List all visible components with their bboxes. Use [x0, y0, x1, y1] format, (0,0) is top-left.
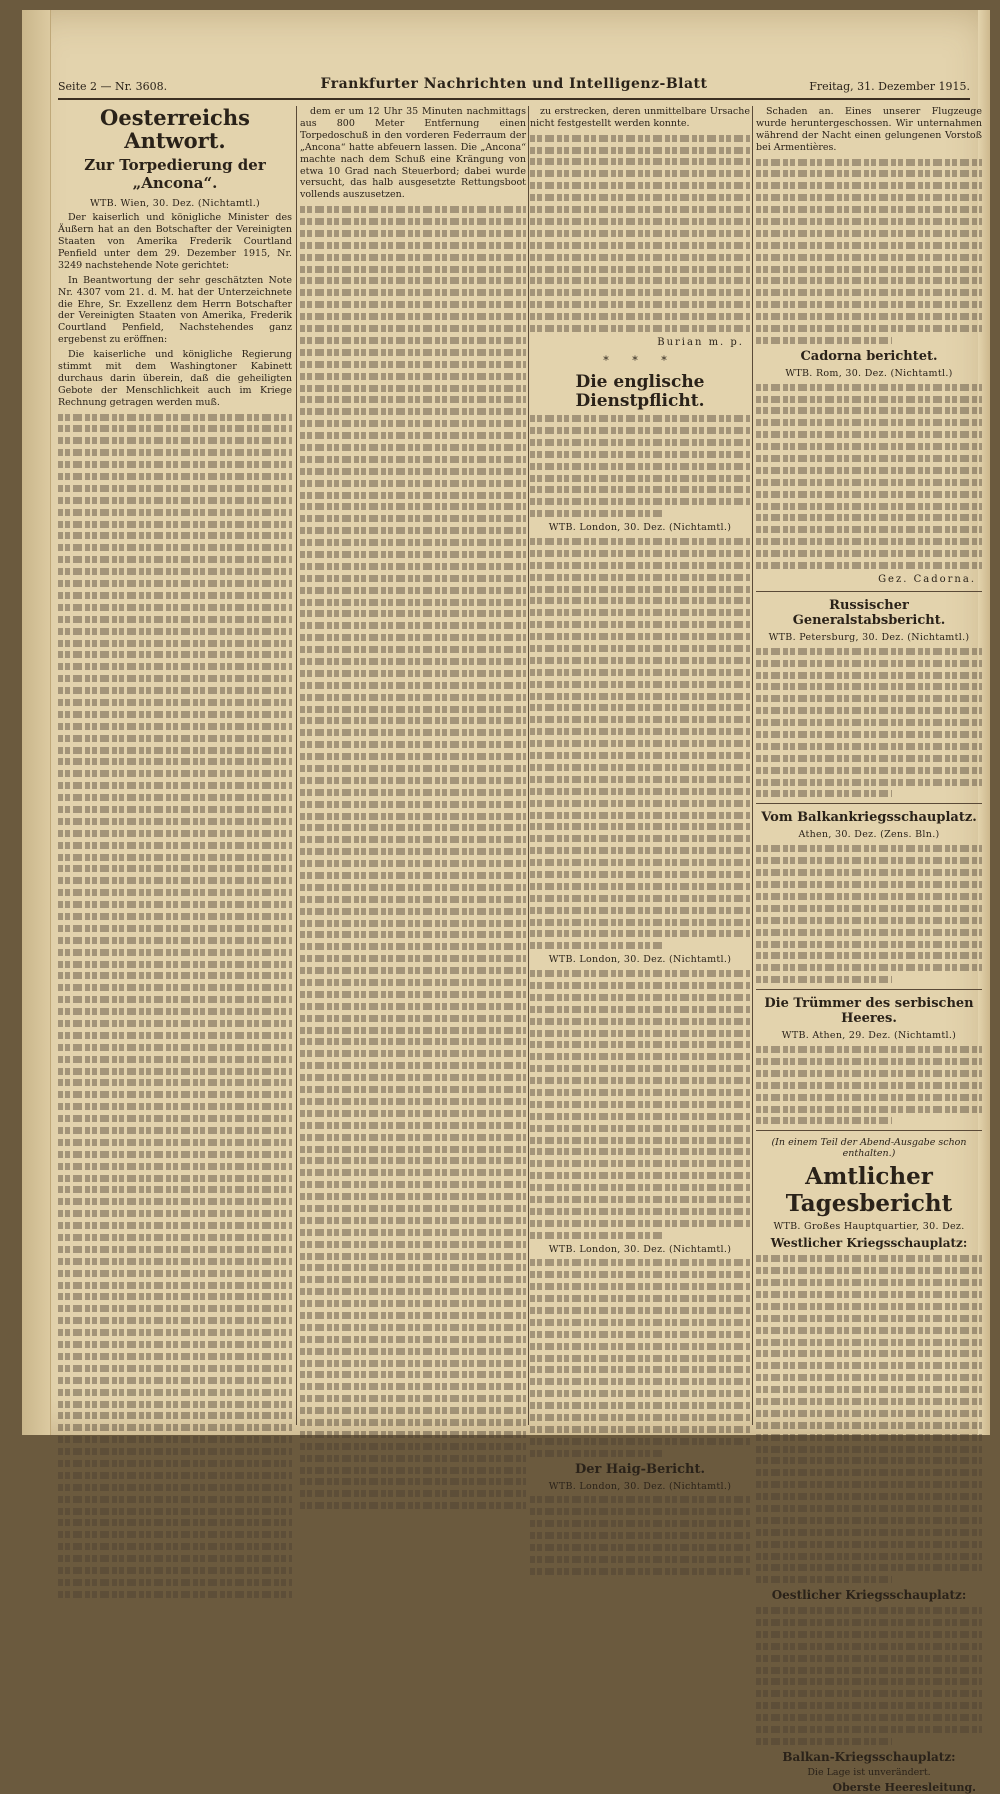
body-text	[756, 845, 982, 983]
masthead: Frankfurter Nachrichten und Intelligenz-Blatt	[320, 76, 708, 92]
separator-stars: * * *	[603, 353, 677, 367]
dateline: WTB. Petersburg, 30. Dez. (Nichtamtl.)	[768, 631, 970, 643]
body-text	[58, 414, 292, 1598]
body-text	[756, 1607, 982, 1745]
dateline: WTB. Wien, 30. Dez. (Nichtamtl.)	[89, 198, 261, 210]
dateline: WTB. London, 30. Dez. (Nichtamtl.)	[548, 954, 732, 966]
article-title: Der Haig-Bericht.	[575, 1461, 705, 1477]
divider	[756, 591, 982, 592]
body-text	[530, 1259, 750, 1456]
body-text	[756, 159, 982, 344]
paragraph: Der kaiserlich und königliche Minister des Äußern hat an den Botschafter der Vereinigten Staaten von Amerika Frederik Courtland Penfield unter dem 29. Dezember 1915, Nr. 3249 nachstehende Note gerichtet:	[58, 212, 292, 271]
column-rule	[752, 106, 753, 1425]
paragraph: Schaden an. Eines unserer Flugzeuge wurde heruntergeschossen. Wir unternahmen während der Nacht einen gelungenen Vorstoß bei Armentières.	[756, 106, 982, 153]
article-title: Die englische Dienstpflicht.	[575, 371, 705, 411]
page-header	[58, 74, 970, 100]
signature: Oberste Heeresleitung.	[832, 1780, 976, 1794]
paragraph: Die kaiserliche und königliche Regierung stimmt mit dem Washingtoner Kabinett durchaus darin überein, daß die geheiligten Gebote der Menschlichkeit auch im Kriege Rechnung getragen werden muß.	[58, 349, 292, 408]
paragraph: zu erstrecken, deren unmittelbare Ursache nicht festgestellt werden konnte.	[530, 106, 750, 129]
divider	[756, 989, 982, 990]
section-text: Die Lage ist unverändert.	[807, 1766, 931, 1778]
column-2	[300, 106, 526, 1427]
column-rule	[296, 106, 297, 1425]
dateline: WTB. Athen, 29. Dez. (Nichtamtl.)	[781, 1030, 957, 1042]
signature: Gez. Cadorna.	[878, 573, 976, 585]
article-subtitle: Zur Torpedierung der „Ancona“.	[84, 156, 266, 193]
dateline: WTB. London, 30. Dez. (Nichtamtl.)	[548, 522, 732, 534]
body-text	[756, 648, 982, 798]
body-text	[530, 135, 750, 332]
newspaper-page	[22, 10, 990, 1794]
edition-note: (In einem Teil der Abend-Ausgabe schon enthalten.)	[771, 1137, 967, 1160]
body-text	[756, 384, 982, 569]
section-title: Westlicher Kriegsschauplatz:	[770, 1236, 968, 1251]
paragraph: dem er um 12 Uhr 35 Minuten nachmittags aus 800 Meter Entfernung einen Torpedoschuß in den vorderen Federraum der „Ancona“ hatte abfeuern lassen. Die „Ancona“ machte nach dem Schuß eine Krängung von etwa 10 Grad nach Steuerbord; dabei wurde versucht, das halb ausgesetzte Rettungsboot vollends auszusetzen.	[300, 106, 526, 201]
dateline: WTB. Rom, 30. Dez. (Nichtamtl.)	[785, 367, 953, 379]
page-number: Seite 2 — Nr. 3608.	[58, 80, 168, 93]
column-3	[530, 106, 750, 1492]
article-title: Russischer Generalstabsbericht.	[792, 597, 946, 628]
signature: Burian m. p.	[657, 336, 744, 348]
page-fold	[22, 10, 51, 1435]
dateline: WTB. Großes Hauptquartier, 30. Dez.	[773, 1221, 965, 1233]
article-title: Die Trümmer des serbischen Heeres.	[764, 996, 974, 1027]
section-title: Balkan-Kriegsschauplatz:	[782, 1749, 956, 1764]
article-title: Amtlicher Tagesbericht	[785, 1163, 953, 1218]
dateline: Athen, 30. Dez. (Zens. Bln.)	[798, 829, 940, 841]
column-1	[58, 106, 292, 1427]
body-text	[530, 415, 750, 517]
column-rule	[528, 106, 529, 1425]
body-text	[300, 206, 526, 1509]
dateline: WTB. London, 30. Dez. (Nichtamtl.)	[548, 1480, 732, 1492]
body-text	[530, 538, 750, 949]
column-4	[756, 106, 982, 1794]
article-title: Oesterreichs Antwort.	[100, 105, 250, 154]
body-text	[756, 1046, 982, 1124]
divider	[756, 803, 982, 804]
dateline: WTB. London, 30. Dez. (Nichtamtl.)	[548, 1243, 732, 1255]
body-text	[530, 1496, 750, 1574]
article-title: Cadorna berichtet.	[800, 348, 938, 364]
body-text	[530, 970, 750, 1239]
paragraph: In Beantwortung der sehr geschätzten Note Nr. 4307 vom 21. d. M. hat der Unterzeichnete die Ehre, Sr. Exzellenz dem Herrn Botschafter der Vereinigten Staaten von Amerika, Frederik Courtland Penfield, Nachstehendes ganz ergebenst zu eröffnen:	[58, 274, 292, 346]
section-title: Oestlicher Kriegsschauplatz:	[771, 1588, 967, 1603]
divider	[756, 1130, 982, 1131]
issue-date: Freitag, 31. Dezember 1915.	[809, 80, 970, 93]
article-title: Vom Balkankriegsschauplatz.	[761, 810, 977, 826]
body-text	[756, 1255, 982, 1583]
